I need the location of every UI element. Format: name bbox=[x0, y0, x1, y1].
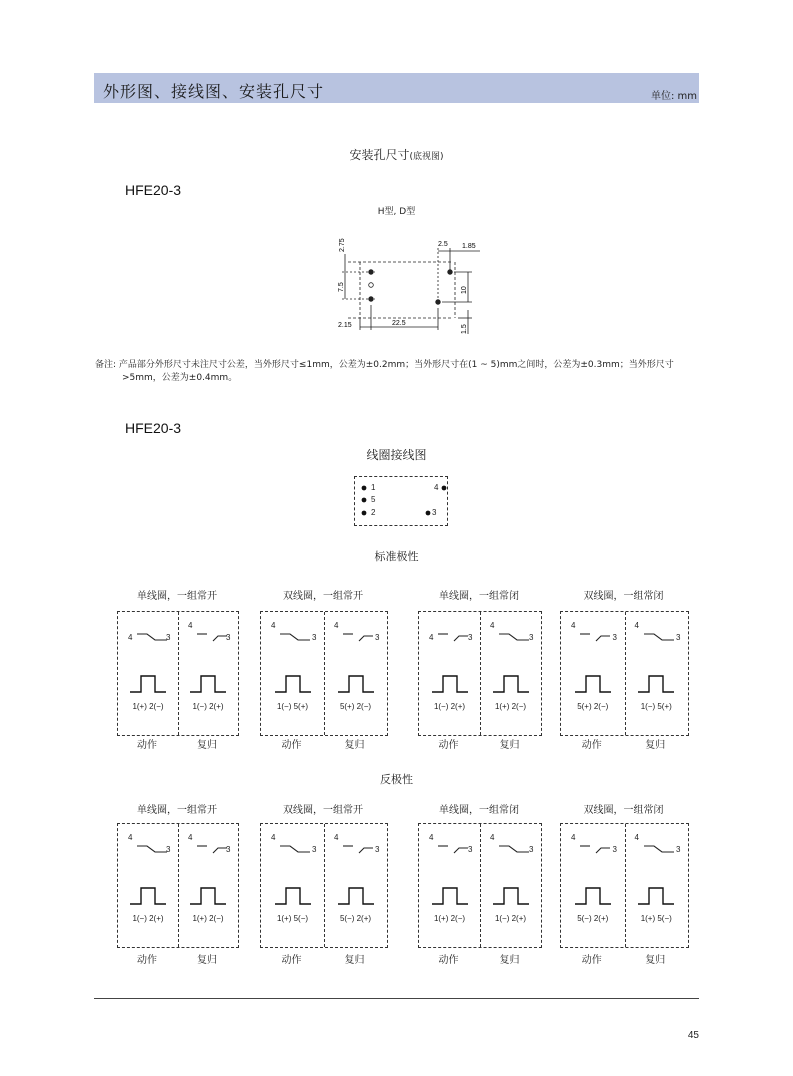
terminal-label-3: 3 bbox=[226, 633, 231, 642]
coil-pin-polarity: 1(−) 2(+) bbox=[433, 702, 466, 711]
action-label: 动作 bbox=[281, 955, 302, 966]
terminal-label-3: 3 bbox=[166, 845, 171, 854]
terminal-label-4: 4 bbox=[188, 621, 193, 630]
terminal-label-3: 3 bbox=[676, 633, 681, 642]
terminal-label-4: 4 bbox=[128, 833, 133, 842]
coil-pin-polarity: 1(−) 2(+) bbox=[494, 914, 527, 923]
pulse-signal-icon bbox=[274, 886, 312, 906]
pin-label: 3 bbox=[432, 508, 437, 517]
pulse-signal-icon bbox=[337, 674, 375, 694]
terminal-label-3: 3 bbox=[612, 633, 617, 642]
terminal-label-4: 4 bbox=[634, 833, 639, 842]
dim-label: 22.5 bbox=[392, 320, 406, 327]
terminal-label-3: 3 bbox=[468, 633, 473, 642]
panel-divider bbox=[178, 824, 179, 947]
coil-pin-polarity: 1(+) 2(−) bbox=[494, 702, 527, 711]
terminal-label-3: 3 bbox=[375, 633, 380, 642]
note-line-1: 产品部分外形尺寸未注尺寸公差，当外形尺寸≤1mm，公差为±0.2mm；当外形尺寸在(1 ~ 5)mm之间时，公差为±0.3mm；当外形尺寸 bbox=[118, 360, 674, 370]
dim-label: 7.5 bbox=[338, 282, 345, 292]
pin-label: 2 bbox=[371, 508, 376, 517]
footer-divider bbox=[94, 998, 699, 999]
panel-divider bbox=[324, 612, 325, 735]
polarity-panel bbox=[560, 611, 689, 736]
polarity-panel bbox=[117, 611, 239, 736]
terminal-label-4: 4 bbox=[271, 833, 276, 842]
panel-divider bbox=[625, 612, 626, 735]
action-label: 动作 bbox=[137, 740, 157, 751]
action-label: 动作 bbox=[438, 740, 459, 751]
panel-divider bbox=[480, 824, 481, 947]
pulse-signal-icon bbox=[274, 674, 312, 694]
polarity-panel bbox=[418, 823, 542, 948]
panel-divider bbox=[625, 824, 626, 947]
terminal-label-3: 3 bbox=[676, 845, 681, 854]
page-title: 外形图、接线图、安装孔尺寸 bbox=[103, 82, 325, 101]
model-label-mounting: HFE20-3 bbox=[125, 182, 182, 198]
action-label: 动作 bbox=[438, 955, 459, 966]
dim-label: 10 bbox=[461, 286, 468, 294]
group-title: 双线圈，一组常闭 bbox=[583, 591, 664, 602]
pulse-signal-icon bbox=[189, 886, 227, 906]
coil-pin-polarity: 1(+) 2(−) bbox=[132, 702, 164, 711]
terminal-label-4: 4 bbox=[334, 621, 339, 630]
pulse-signal-icon bbox=[129, 674, 167, 694]
page-number: 45 bbox=[687, 1030, 699, 1041]
coil-pin-polarity: 1(−) 2(+) bbox=[132, 914, 164, 923]
coil-pin-polarity: 1(−) 5(+) bbox=[640, 702, 672, 711]
coil-pin-polarity: 1(+) 5(−) bbox=[276, 914, 309, 923]
action-label: 动作 bbox=[581, 955, 602, 966]
note-line-2: >5mm，公差为±0.4mm。 bbox=[122, 373, 238, 383]
terminal-label-4: 4 bbox=[188, 833, 193, 842]
polarity-panel bbox=[260, 823, 388, 948]
polarity-panel bbox=[260, 611, 388, 736]
terminal-label-4: 4 bbox=[429, 833, 434, 842]
coil-pin-polarity: 1(−) 5(+) bbox=[276, 702, 309, 711]
group-title: 单线圈，一组常开 bbox=[137, 591, 217, 602]
group-title: 单线圈，一组常闭 bbox=[439, 805, 519, 816]
reset-label: 复归 bbox=[344, 740, 365, 751]
mounting-hole-drawing bbox=[330, 230, 490, 340]
terminal-label-3: 3 bbox=[312, 633, 317, 642]
terminal-label-4: 4 bbox=[490, 621, 495, 630]
reset-label: 复归 bbox=[197, 955, 217, 966]
dim-label: 2.15 bbox=[338, 322, 352, 329]
terminal-label-3: 3 bbox=[468, 845, 473, 854]
pin-label: 5 bbox=[371, 495, 376, 504]
group-title: 双线圈，一组常闭 bbox=[583, 805, 664, 816]
terminal-label-3: 3 bbox=[529, 845, 534, 854]
reset-label: 复归 bbox=[344, 955, 365, 966]
standard-polarity-title: 标准极性 bbox=[374, 550, 419, 563]
pulse-signal-icon bbox=[189, 674, 227, 694]
terminal-label-3: 3 bbox=[612, 845, 617, 854]
group-title: 单线圈，一组常开 bbox=[137, 805, 217, 816]
coil-pin-polarity: 5(+) 2(−) bbox=[577, 702, 609, 711]
coil-wiring-box bbox=[354, 476, 448, 526]
terminal-label-4: 4 bbox=[128, 633, 133, 642]
group-title: 双线圈，一组常开 bbox=[283, 591, 363, 602]
dim-label: 2.75 bbox=[339, 238, 346, 252]
mounting-title-text: 安装孔尺寸 bbox=[349, 148, 410, 162]
reverse-polarity-title: 反极性 bbox=[380, 773, 413, 786]
pin-label: 4 bbox=[434, 483, 439, 492]
polarity-panel bbox=[560, 823, 689, 948]
pulse-signal-icon bbox=[431, 674, 469, 694]
terminal-label-3: 3 bbox=[375, 845, 380, 854]
terminal-label-4: 4 bbox=[334, 833, 339, 842]
reset-label: 复归 bbox=[645, 955, 666, 966]
coil-pin-polarity: 1(−) 2(+) bbox=[192, 702, 224, 711]
model-label-wiring: HFE20-3 bbox=[125, 420, 182, 436]
dim-label: 2.5 bbox=[438, 241, 448, 248]
polarity-panel bbox=[117, 823, 239, 948]
panel-divider bbox=[324, 824, 325, 947]
terminal-label-3: 3 bbox=[166, 633, 171, 642]
reset-label: 复归 bbox=[499, 740, 520, 751]
reset-label: 复归 bbox=[197, 740, 217, 751]
terminal-label-4: 4 bbox=[429, 633, 434, 642]
terminal-label-3: 3 bbox=[312, 845, 317, 854]
terminal-label-3: 3 bbox=[226, 845, 231, 854]
pulse-signal-icon bbox=[492, 886, 530, 906]
pulse-signal-icon bbox=[129, 886, 167, 906]
terminal-label-4: 4 bbox=[271, 621, 276, 630]
terminal-label-4: 4 bbox=[490, 833, 495, 842]
mounting-section-title bbox=[0, 146, 793, 163]
coil-pin-polarity: 5(+) 2(−) bbox=[339, 702, 372, 711]
panel-divider bbox=[480, 612, 481, 735]
pulse-signal-icon bbox=[431, 886, 469, 906]
note-label: 备注: bbox=[95, 360, 117, 370]
pulse-signal-icon bbox=[492, 674, 530, 694]
pin-label: 1 bbox=[371, 483, 376, 492]
coil-pin-polarity: 5(−) 2(+) bbox=[577, 914, 609, 923]
dim-label: 1.5 bbox=[461, 324, 468, 334]
pulse-signal-icon bbox=[574, 674, 612, 694]
coil-pin-polarity: 5(−) 2(+) bbox=[339, 914, 372, 923]
terminal-label-4: 4 bbox=[571, 833, 576, 842]
pulse-signal-icon bbox=[637, 886, 675, 906]
coil-pin-polarity: 1(+) 2(−) bbox=[433, 914, 466, 923]
pulse-signal-icon bbox=[637, 674, 675, 694]
group-title: 双线圈，一组常开 bbox=[283, 805, 363, 816]
mounting-subtitle-text: (底视图) bbox=[409, 152, 444, 162]
terminal-label-4: 4 bbox=[634, 621, 639, 630]
reset-label: 复归 bbox=[645, 740, 666, 751]
note-block bbox=[95, 359, 705, 372]
reset-label: 复归 bbox=[499, 955, 520, 966]
polarity-panel bbox=[418, 611, 542, 736]
type-label: H型, D型 bbox=[377, 207, 416, 217]
panel-divider bbox=[178, 612, 179, 735]
coil-pin-polarity: 1(+) 2(−) bbox=[192, 914, 224, 923]
dim-label: 1.85 bbox=[462, 243, 476, 250]
pulse-signal-icon bbox=[574, 886, 612, 906]
group-title: 单线圈，一组常闭 bbox=[439, 591, 519, 602]
action-label: 动作 bbox=[281, 740, 302, 751]
terminal-label-3: 3 bbox=[529, 633, 534, 642]
pulse-signal-icon bbox=[337, 886, 375, 906]
unit-label: 单位: mm bbox=[650, 91, 697, 102]
action-label: 动作 bbox=[137, 955, 157, 966]
action-label: 动作 bbox=[581, 740, 602, 751]
wiring-title: 线圈接线图 bbox=[366, 448, 427, 462]
coil-pin-polarity: 1(+) 5(−) bbox=[640, 914, 672, 923]
terminal-label-4: 4 bbox=[571, 621, 576, 630]
